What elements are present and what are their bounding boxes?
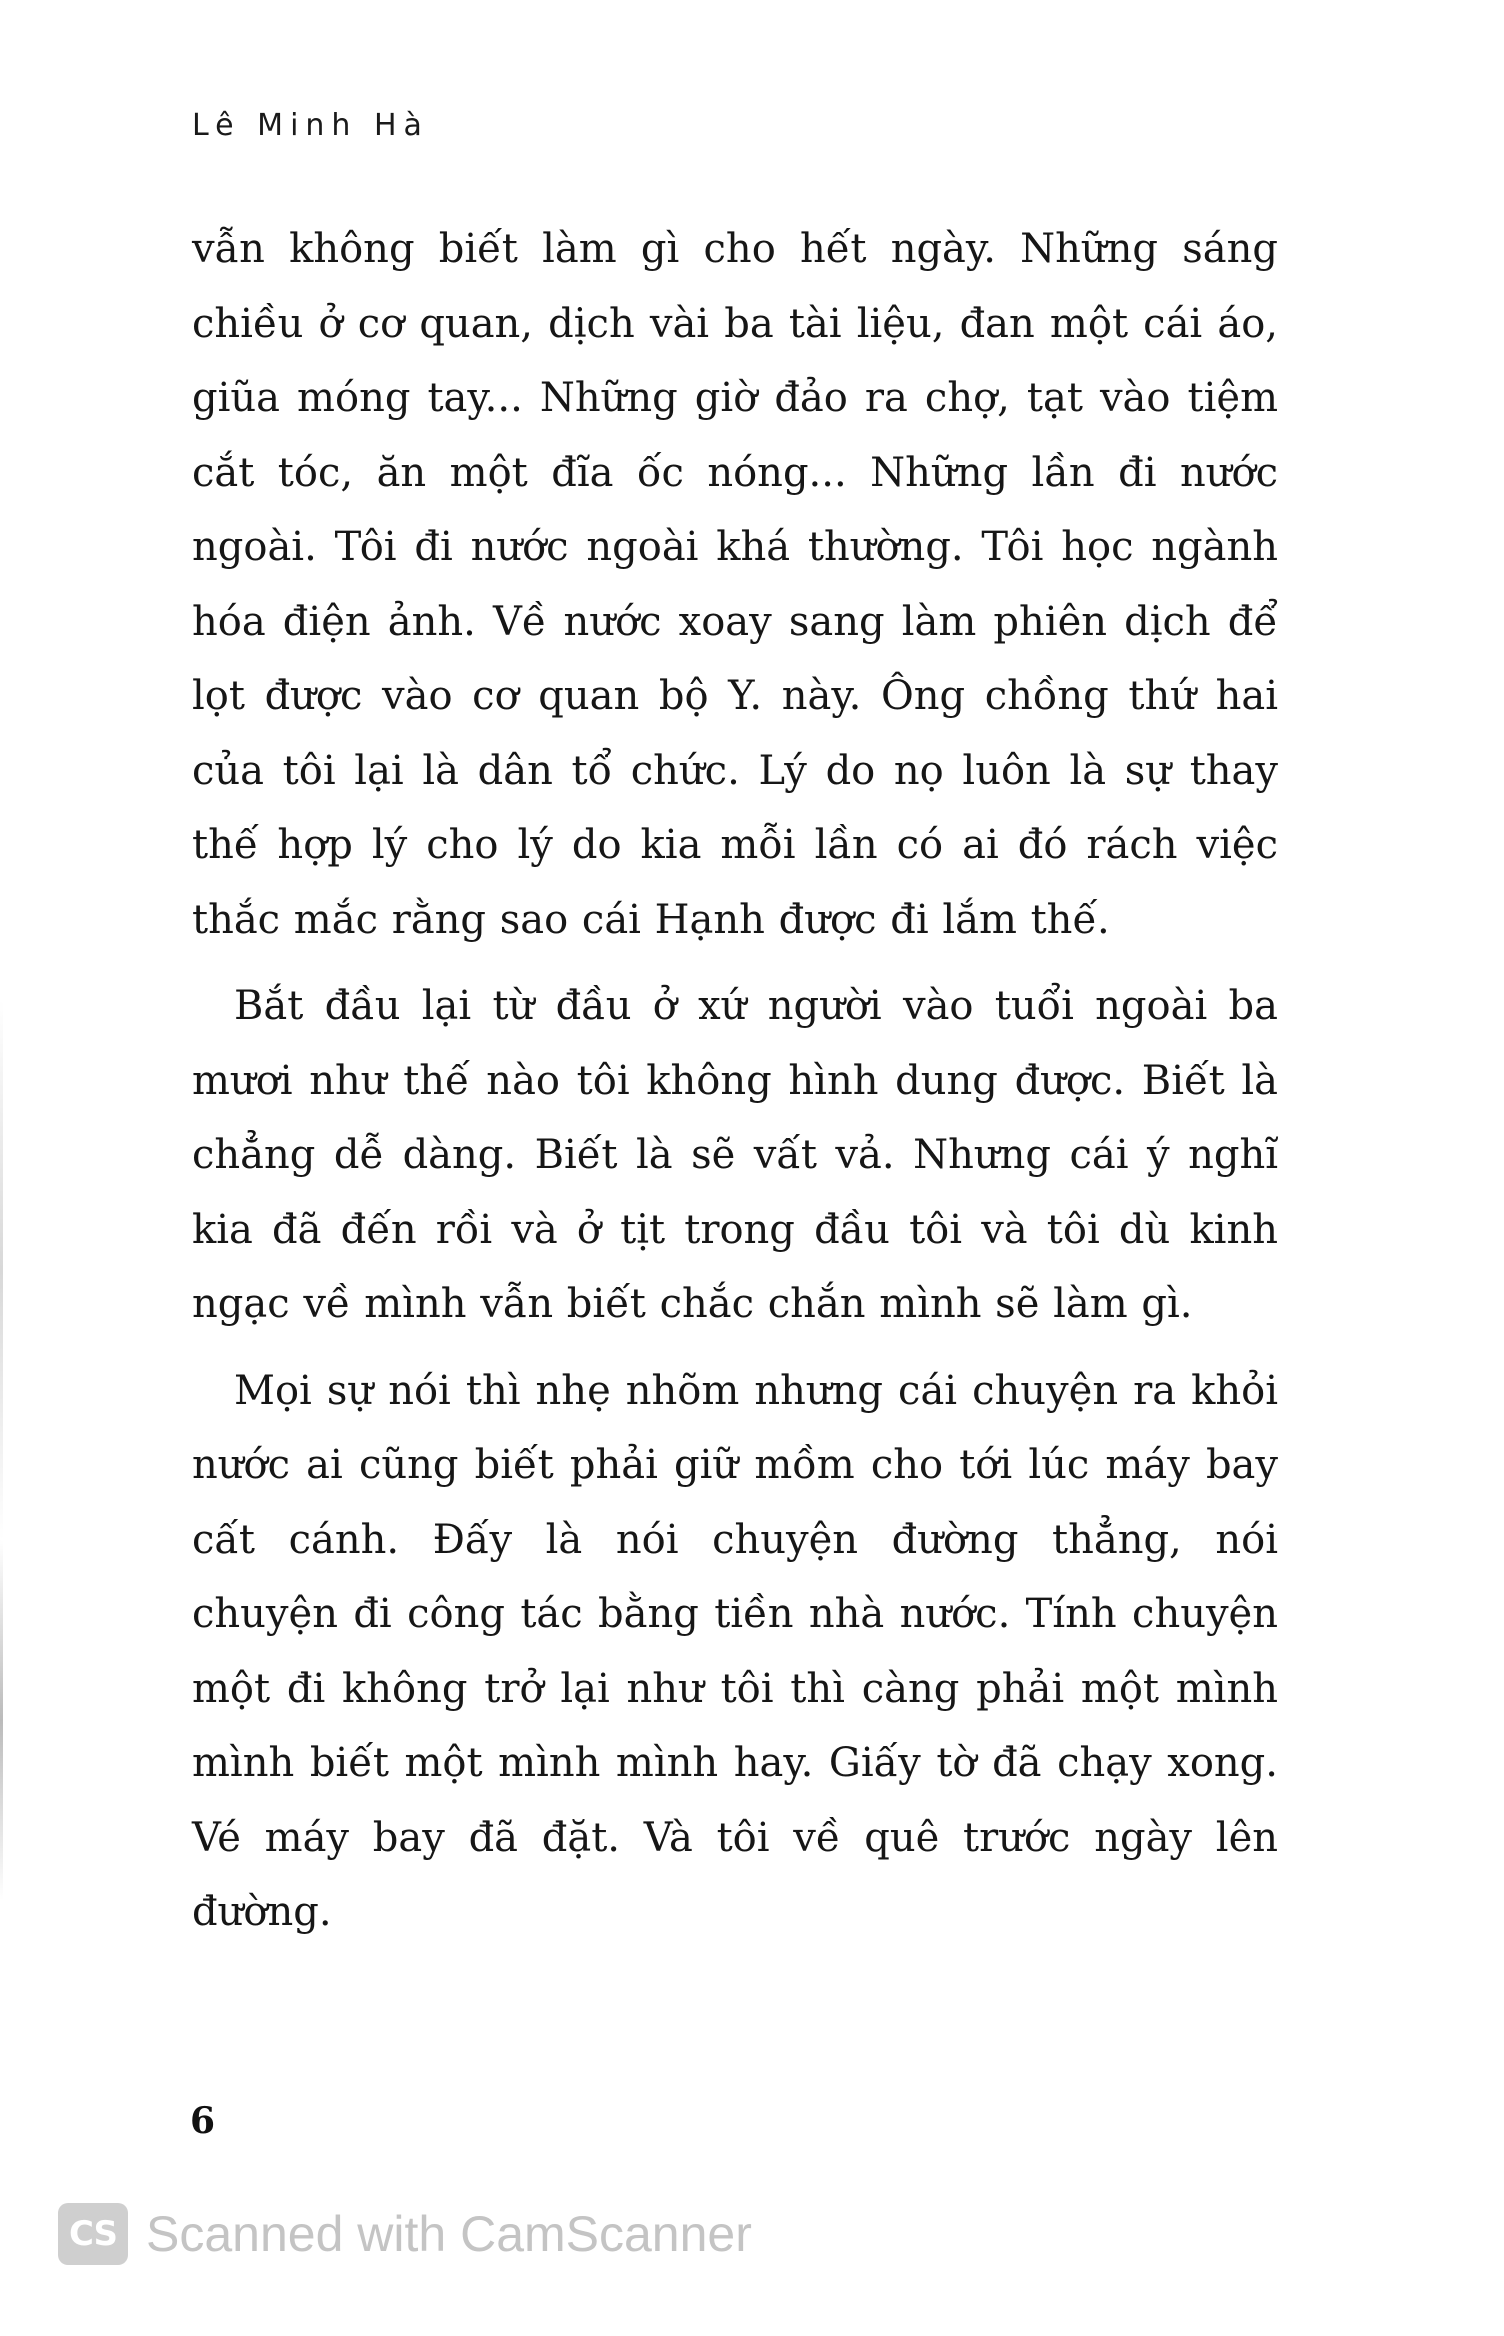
camscanner-watermark (58, 2194, 752, 2274)
running-header-author: Lê Minh Hà (192, 108, 429, 143)
page-edge-shadow (0, 1000, 3, 1900)
body-text (192, 212, 1278, 1950)
paragraph-3: Mọi sự nói thì nhẹ nhõm nhưng cái chuyện ra khỏi nước ai cũng biết phải giữ mồm cho tới lúc máy bay cất cánh. Đấy là nói chuyện đường thẳng, nói chuyện đi công tác bằng tiền nhà nước. Tính chuyện một đi không trở lại như tôi thì càng phải một mình mình biết một mình mình hay. Giấy tờ đã chạy xong. Vé máy bay đã đặt. Và tôi về quê trước ngày lên đường. (192, 1367, 1278, 1935)
page-number: 6 (190, 2100, 216, 2142)
paragraph-1: vẫn không biết làm gì cho hết ngày. Những sáng chiều ở cơ quan, dịch vài ba tài liệu, đan một cái áo, giũa móng tay... Những giờ đảo ra chợ, tạt vào tiệm cắt tóc, ăn một đĩa ốc nóng... Những lần đi nước ngoài. Tôi đi nước ngoài khá thường. Tôi học ngành hóa điện ảnh. Về nước xoay sang làm phiên dịch để lọt được vào cơ quan bộ Y. này. Ông chồng thứ hai của tôi lại là dân tổ chức. Lý do nọ luôn là sự thay thế hợp lý cho lý do kia mỗi lần có ai đó rách việc thắc mắc rằng sao cái Hạnh được đi lắm thế. (192, 226, 1278, 943)
paragraph-2: Bắt đầu lại từ đầu ở xứ người vào tuổi ngoài ba mươi như thế nào tôi không hình dung được. Biết là chẳng dễ dàng. Biết là sẽ vất vả. Nhưng cái ý nghĩ kia đã đến rồi và ở tịt trong đầu tôi và tôi dù kinh ngạc về mình vẫn biết chắc chắn mình sẽ làm gì. (192, 983, 1278, 1327)
camscanner-logo-icon: CS (58, 2203, 128, 2265)
watermark-text: Scanned with CamScanner (146, 2206, 752, 2262)
